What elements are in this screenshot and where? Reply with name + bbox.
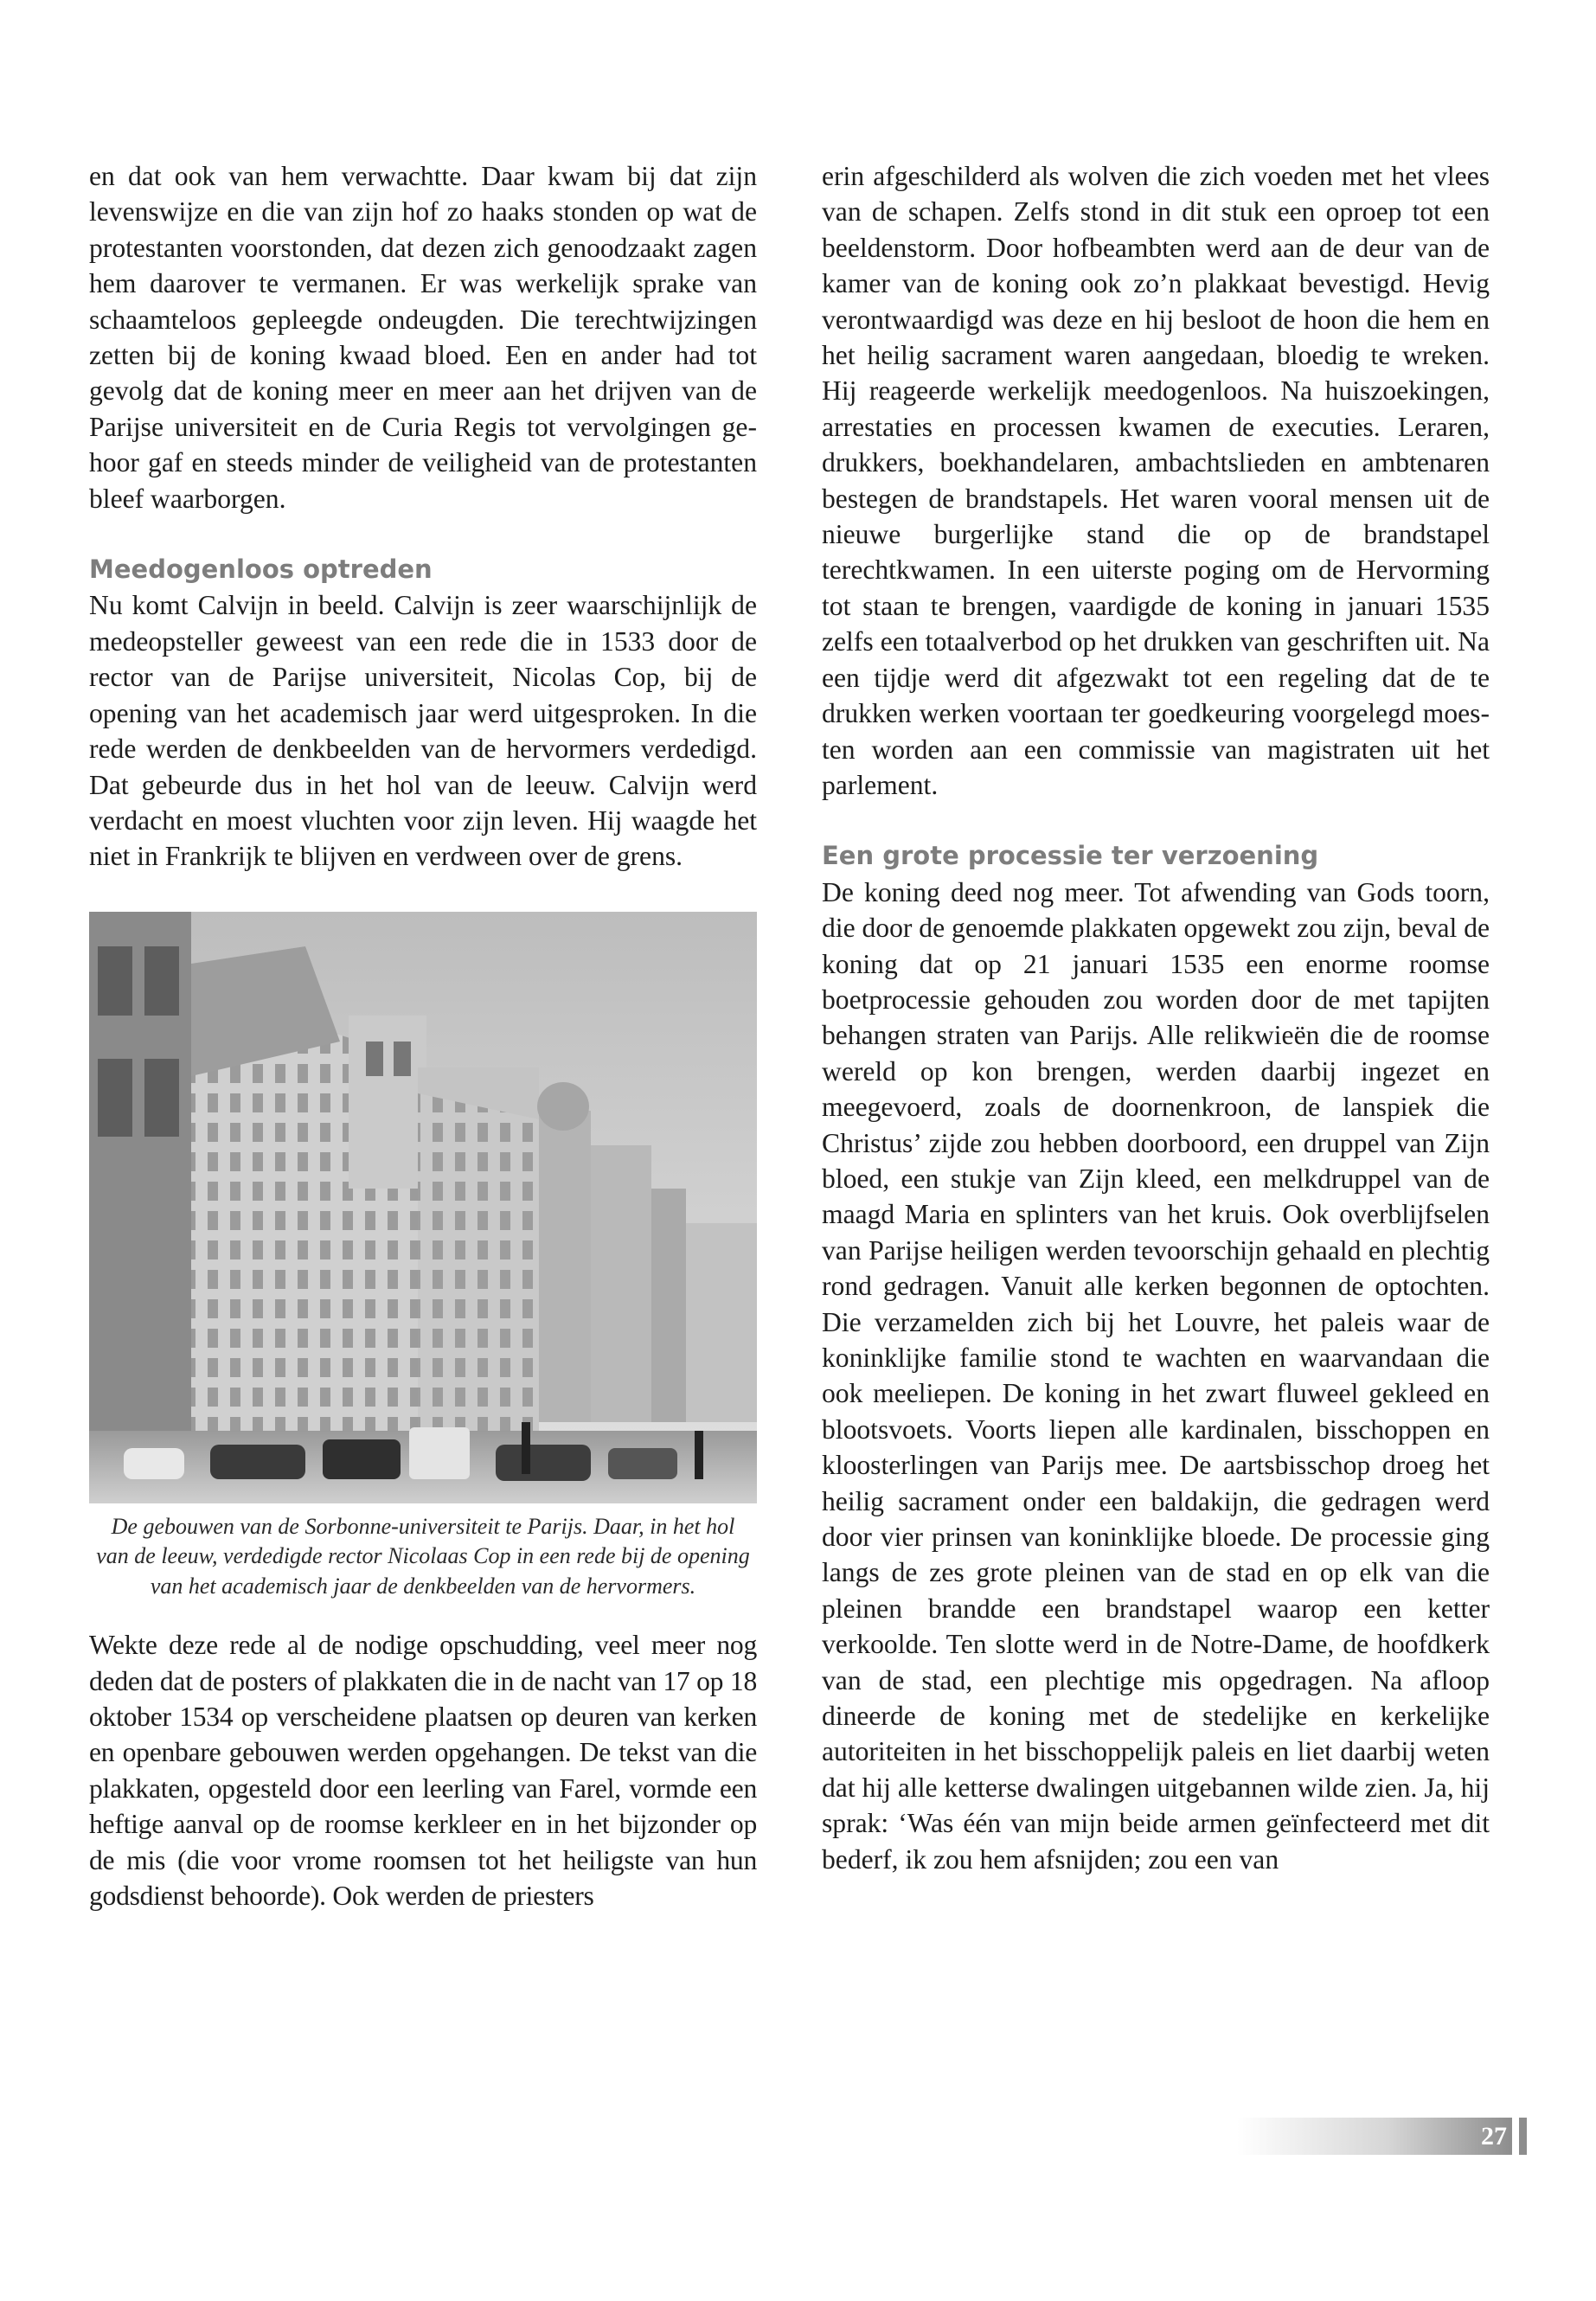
section-heading-meedogenloos: Meedogenloos optreden [89,554,433,585]
left-column [89,158,757,1913]
right-paragraph-1: erin afgeschilderd als wolven die zich voeden met het vlees van de schapen. Zelfs stond in dit stuk een oproep tot een beeldenstorm. Door hofbeambten werd aan de deur van de kamer van de koning ook zo’n plakkaat bevestigd. Hevig verontwaardigd was deze en hij besloot de hoon die hem en het heilig sacrament waren aangedaan, bloedig te wreken. Hij reageerde werkelijk meedogenloos. Na huiszoekingen, arrestaties en processen kwamen de executies. Leraren, drukkers, boekhandelaren, ambachtslieden en ambtenaren bestegen de brandstapels. Het waren vooral mensen uit de nieuwe burgerlijke stand die op de brandstapel terechtkwamen. In een uiterste poging om de Hervorming tot staan te brengen, vaardigde de koning in januari 1535 zelfs een totaalverbod op het drukken van geschriften uit. Na een tijdje werd dit afgezwakt tot een regeling dat de te drukken werken voortaan ter goedkeuring voorgelegd moesten worden aan een commissie van magistraten uit het parlement. [822,161,1490,800]
footer-tab [1519,2118,1527,2155]
left-paragraph-2: Nu komt Calvijn in beeld. Calvijn is zeer waarschijnlijk de medeopsteller geweest van een rede die in 1533 door de rector van de Parijse universiteit, Nicolas Cop, bij de opening van het academisch jaar werd uitgesproken. In die rede werden de denkbeelden van de hervormers verdedigd. Dat gebeurde dus in het hol van de leeuw. Calvijn werd verdacht en moest vluchten voor zijn leven. Hij waagde het niet in Frankrijk te blijven en verdween over de grens. [89,590,757,872]
page-number: 27 [1481,2122,1507,2150]
right-column [822,158,1490,1877]
section-heading-processie: Een grote processie ter verzoening [822,841,1319,871]
left-paragraph-3: Wekte deze rede al de nodige opschudding, veel meer nog deden dat de posters of plakkaten die in de nacht van 17 op 18 oktober 1534 op verscheidene plaatsen op deuren van kerken en openbare gebouwen werden opgehangen. De tekst van die plakkaten, opgesteld door een leerling van Farel, vormde een heftige aanval op de roomse kerkleer en in het bijzonder op de mis (die voor vrome roomsen tot het heiligste van hun godsdienst behoorde). Ook werden de priesters [89,1630,757,1912]
photo-caption: De gebouwen van de Sorbonne-universiteit te Parijs. Daar, in het hol van de leeuw, verdedigde rector Nicolaas Cop in een rede bij de opening van het academisch jaar de denkbeelden van de hervormers. [96,1513,750,1599]
right-paragraph-2: De koning deed nog meer. Tot afwending van Gods toorn, die door de genoemde plakkaten opgewekt zou zijn, beval de koning dat op 21 januari 1535 een enorme roomse boetprocessie gehouden zou worden door de met tapijten behangen straten van Parijs. Alle relikwieën die de roomse wereld op kon brengen, werden daarbij ingezet en meegevoerd, zoals de doornenkroon, de lanspiek die Christus’ zijde zou hebben doorboord, een druppel van Zijn bloed, een stukje van Zijn kleed, een melkdruppel van de maagd Maria en splinters van het kruis. Ook overblijfselen van Parijse heiligen werden tevoorschijn gehaald en plechtig rond gedragen. Vanuit alle kerken begonnen de optochten. Die verzamelden zich bij het Louvre, het paleis waar de koninklijke familie stond te wachten en waarvandaan die ook meeliepen. De koning in het zwart fluweel gekleed en blootsvoets. Voorts liepen alle kardinalen, bisschoppen en kloosterlingen van Parijs mee. De aartsbisschop droeg het heilig sacrament onder een baldakijn, die gedragen werd door vier prinsen van koninklijke bloede. De processie ging langs de zes grote pleinen van de stad en op elk van die pleinen brandde een brandstapel waarop een ketter verkoolde. Ten slotte werd in de Notre-Dame, de hoofdkerk van de stad, een plechtige mis opgedragen. Na afloop dineerde de koning met de stedelijke en kerkelijke autoriteiten in het bisschoppelijk paleis en liet daarbij weten dat hij alle ketterse dwalingen uitgebannen wilde zien. Ja, hij sprak: ‘Was één van mijn beide armen geïnfecteerd met dit bederf, ik zou hem afsnijden; zou een van [822,876,1490,1875]
left-paragraph-1: en dat ook van hem verwachtte. Daar kwam bij dat zijn levenswijze en die van zijn hof zo haaks stonden op wat de protestanten voorstonden, dat dezen zich genoodzaakt zagen hem daarover te vermanen. Er was werkelijk sprake van schaamteloos gepleegde ondeugden. Die terechtwijzingen zetten bij de koning kwaad bloed. Een en ander had tot gevolg dat de koning meer en meer aan het drijven van de Parijse universiteit en de Curia Regis tot vervolgingen gehoor gaf en steeds minder de veiligheid van de protestanten bleef waarborgen. [89,161,757,514]
sorbonne-photo [89,912,757,1503]
